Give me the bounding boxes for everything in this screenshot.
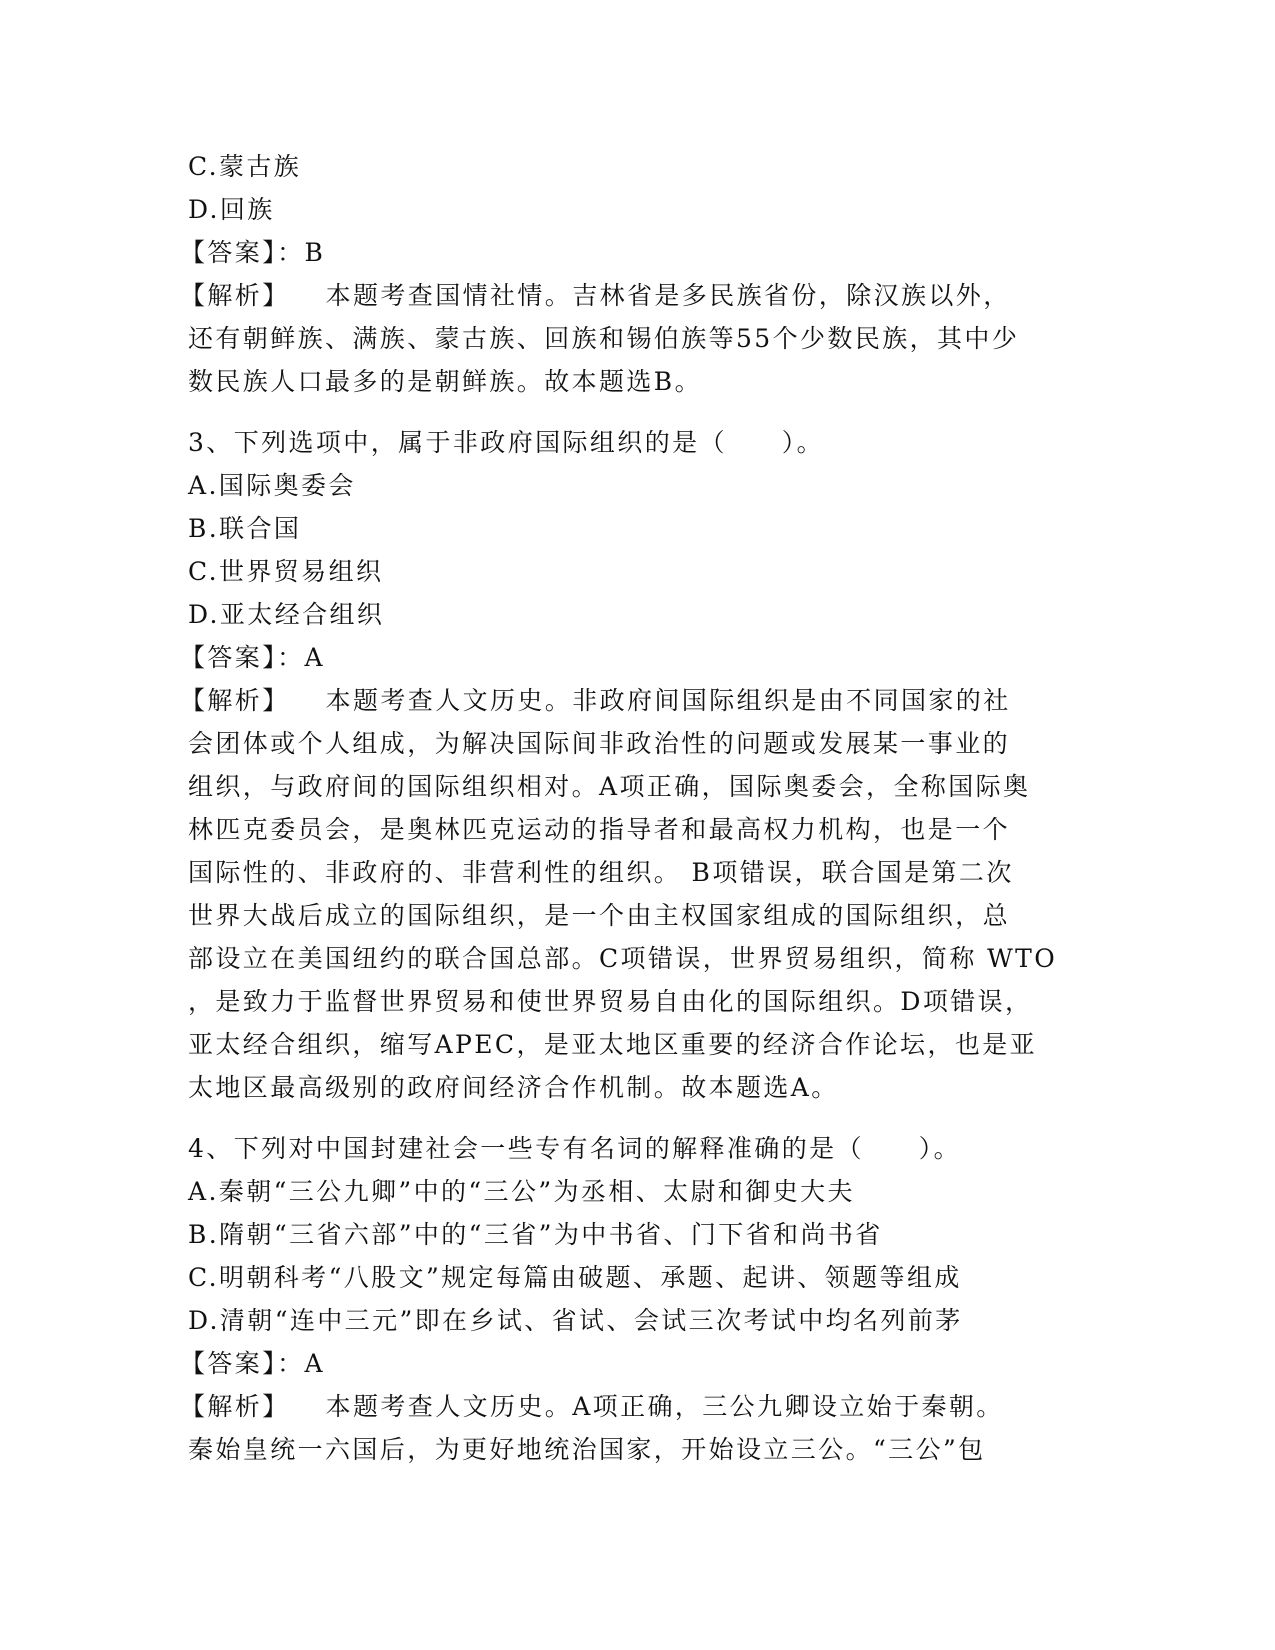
q4-answer-value: A [304, 1349, 325, 1378]
q3-option-d: D.亚太经合组织 [188, 600, 385, 629]
q4-analysis-label: 【解析】 [180, 1392, 290, 1421]
q3-option-b: B.联合国 [188, 514, 302, 543]
q4-analysis-line-2: 秦始皇统一六国后，为更好地统治国家，开始设立三公。“三公”包 [188, 1435, 986, 1464]
q3-analysis-line-5: 国际性的、非政府的、非营利性的组织。 B项错误，联合国是第二次 [188, 858, 1014, 887]
spacer [188, 403, 1078, 421]
q4-analysis-text-1: 本题考查人文历史。A项正确，三公九卿设立始于秦朝。 [325, 1392, 1004, 1421]
q4-answer [180, 1342, 1078, 1385]
q4-option-b: B.隋朝“三省六部”中的“三省”为中书省、门下省和尚书省 [188, 1220, 883, 1249]
q2-option-c: C.蒙古族 [188, 152, 302, 181]
q4-option-a: A.秦朝“三公九卿”中的“三公”为丞相、太尉和御史大夫 [188, 1177, 855, 1206]
q3-analysis-line-6: 世界大战后成立的国际组织，是一个由主权国家组成的国际组织，总 [188, 901, 1011, 930]
q3-analysis-line-3: 组织，与政府间的国际组织相对。A项正确，国际奥委会，全称国际奥 [188, 772, 1031, 801]
q3-analysis-line-1 [180, 679, 1078, 722]
q3-option-c: C.世界贸易组织 [188, 557, 384, 586]
q3-question: 3、下列选项中，属于非政府国际组织的是（ ）。 [188, 428, 825, 457]
q3-analysis-line-2: 会团体或个人组成，为解决国际间非政治性的问题或发展某一事业的 [188, 729, 1011, 758]
q3-analysis-text-1: 本题考查人文历史。非政府间国际组织是由不同国家的社 [325, 686, 1011, 715]
q2-analysis-label: 【解析】 [180, 281, 290, 310]
q2-answer-value: B [304, 238, 326, 267]
q3-answer-value: A [304, 643, 325, 672]
spacer [188, 1109, 1078, 1127]
q4-option-c: C.明朝科考“八股文”规定每篇由破题、承题、起讲、领题等组成 [188, 1263, 962, 1292]
q2-analysis-line-2: 还有朝鲜族、满族、蒙古族、回族和锡伯族等55个少数民族，其中少 [188, 324, 1020, 353]
q2-analysis-line-1 [180, 274, 1078, 317]
q3-analysis-line-4: 林匹克委员会，是奥林匹克运动的指导者和最高权力机构，也是一个 [188, 815, 1011, 844]
q3-analysis-label: 【解析】 [180, 686, 290, 715]
q3-analysis-line-10: 太地区最高级别的政府间经济合作机制。故本题选A。 [188, 1073, 839, 1102]
q3-option-a: A.国际奥委会 [188, 471, 356, 500]
q2-analysis-line-3: 数民族人口最多的是朝鲜族。故本题选B。 [188, 367, 702, 396]
q3-analysis-line-8: ，是致力于监督世界贸易和使世界贸易自由化的国际组织。D项错误， [188, 987, 1033, 1016]
q4-answer-label: 【答案】： [180, 1349, 305, 1378]
document-page [180, 145, 1078, 1471]
q4-question: 4、下列对中国封建社会一些专有名词的解释准确的是（ ）。 [188, 1134, 962, 1163]
q3-answer-label: 【答案】： [180, 643, 305, 672]
q2-answer [180, 231, 1078, 274]
q2-analysis-text-1: 本题考查国情社情。吉林省是多民族省份，除汉族以外， [325, 281, 1011, 310]
q4-analysis-line-1 [180, 1385, 1078, 1428]
q3-analysis-line-7: 部设立在美国纽约的联合国总部。C项错误，世界贸易组织，简称 WTO [188, 944, 1058, 973]
q2-answer-label: 【答案】： [180, 238, 305, 267]
q2-option-d: D.回族 [188, 195, 275, 224]
q3-answer [180, 636, 1078, 679]
q4-option-d: D.清朝“连中三元”即在乡试、省试、会试三次考试中均名列前茅 [188, 1306, 963, 1335]
q3-analysis-line-9: 亚太经合组织，缩写APEC，是亚太地区重要的经济合作论坛，也是亚 [188, 1030, 1038, 1059]
